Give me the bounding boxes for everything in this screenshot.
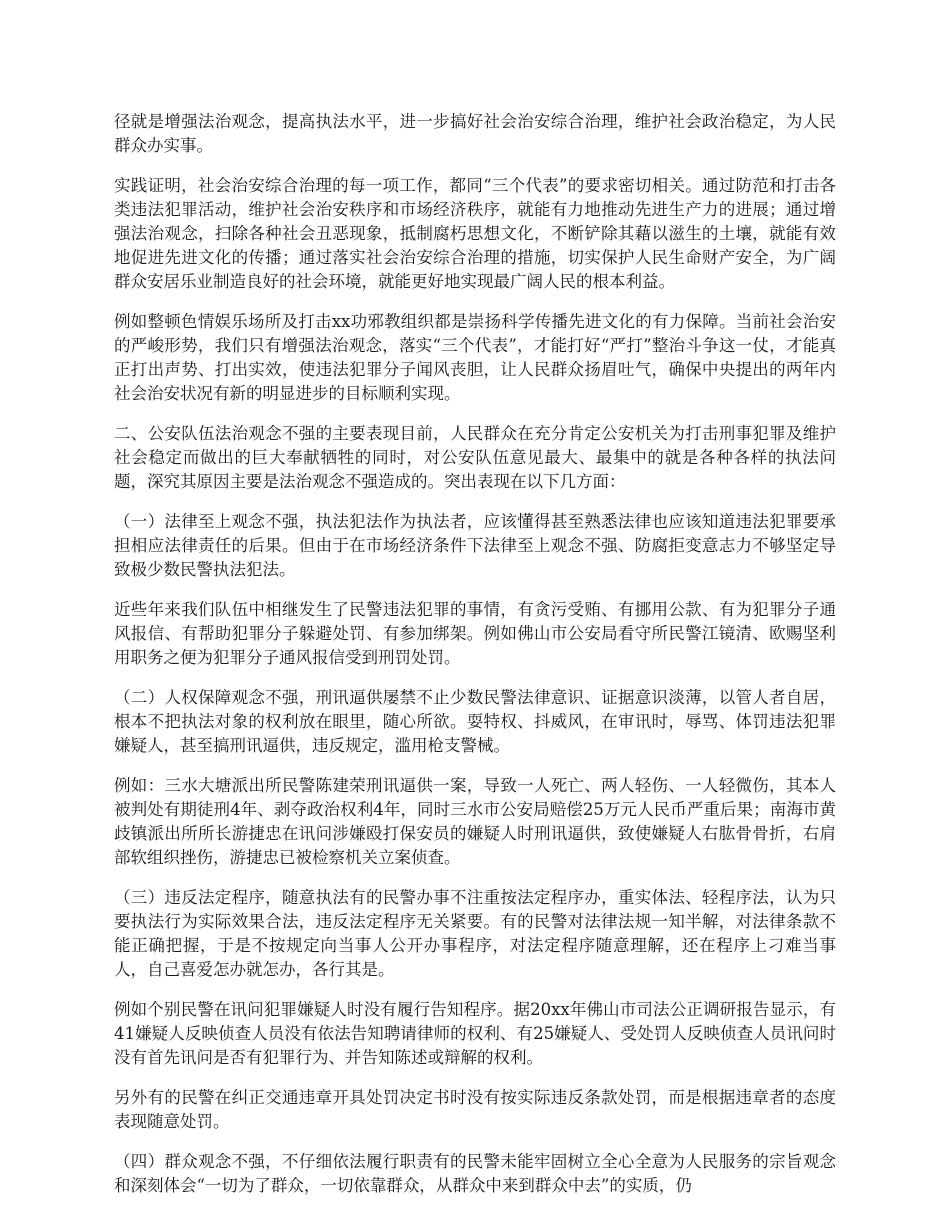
paragraph: 例如个别民警在讯问犯罪嫌疑人时没有履行告知程序。据20xx年佛山市司法公正调研报告显示，有41嫌疑人反映侦查人员没有依法告知聘请律师的权利、有25嫌疑人、受处罚人反映侦查人员讯问时没有首先讯问是否有犯罪行为、并告知陈述或辩解的权利。 xyxy=(114,1000,836,1067)
paragraph: （四）群众观念不强，不仔细依法履行职责有的民警未能牢固树立全心全意为人民服务的宗旨观念和深刻体会“一切为了群众，一切依靠群众，从群众中来到群众中去”的实质，仍 xyxy=(114,1152,836,1195)
paragraph: 二、公安队伍法治观念不强的主要表现目前，人民群众在充分肯定公安机关为打击刑事犯罪及维护社会稳定而做出的巨大奉献牺牲的同时，对公安队伍意见最大、最集中的就是各种各样的执法问题，深究其原因主要是法治观念不强造成的。突出表现在以下几方面： xyxy=(114,424,836,491)
paragraph: （三）违反法定程序，随意执法有的民警办事不注重按法定程序办，重实体法、轻程序法，认为只要执法行为实际效果合法，违反法定程序无关紧要。有的民警对法律法规一知半解，对法律条款不能正确把握，于是不按规定向当事人公开办事程序，对法定程序随意理解，还在程序上刁难当事人，自己喜爱怎办就怎办，各行其是。 xyxy=(114,888,836,979)
paragraph: 例如整顿色情娱乐场所及打击xx功邪教组织都是崇扬科学传播先进文化的有力保障。当前社会治安的严峻形势，我们只有增强法治观念，落实“三个代表”，才能打好“严打”整治斗争这一仗，才能真正打出声势、打出实效，使违法犯罪分子闻风丧胆，让人民群众扬眉吐气，确保中央提出的两年内社会治安状况有新的明显进步的目标顺利实现。 xyxy=(114,312,836,403)
paragraph: （一）法律至上观念不强，执法犯法作为执法者，应该懂得甚至熟悉法律也应该知道违法犯罪要承担相应法律责任的后果。但由于在市场经济条件下法律至上观念不强、防腐拒变意志力不够坚定导致极少数民警执法犯法。 xyxy=(114,512,836,579)
paragraph: 实践证明，社会治安综合治理的每一项工作，都同“三个代表”的要求密切相关。通过防范和打击各类违法犯罪活动，维护社会治安秩序和市场经济秩序，就能有力地推动先进生产力的进展；通过增强法治观念，扫除各种社会丑恶现象，抵制腐朽思想文化，不断铲除其藉以滋生的土壤，就能有效地促进先进文化的传播；通过落实社会治安综合治理的措施，切实保护人民生命财产安全，为广阔群众安居乐业制造良好的社会环境，就能更好地实现最广阔人民的根本利益。 xyxy=(114,176,836,291)
paragraph: 另外有的民警在纠正交通违章开具处罚决定书时没有按实际违反条款处罚，而是根据违章者的态度表现随意处罚。 xyxy=(114,1088,836,1131)
document-body xyxy=(114,110,836,1214)
paragraph: 径就是增强法治观念，提高执法水平，进一步搞好社会治安综合治理，维护社会政治稳定，为人民群众办实事。 xyxy=(114,112,836,155)
paragraph: 近些年来我们队伍中相继发生了民警违法犯罪的事情，有贪污受贿、有挪用公款、有为犯罪分子通风报信、有帮助犯罪分子躲避处罚、有参加绑架。例如佛山市公安局看守所民警江镜清、欧赐坚利用职务之便为犯罪分子通风报信受到刑罚处罚。 xyxy=(114,600,836,667)
paragraph: （二）人权保障观念不强，刑讯逼供屡禁不止少数民警法律意识、证据意识淡薄，以管人者自居，根本不把执法对象的权利放在眼里，随心所欲。耍特权、抖威风，在审讯时，辱骂、体罚违法犯罪嫌疑人，甚至搞刑讯逼供，违反规定，滥用枪支警械。 xyxy=(114,688,836,755)
paragraph: 例如：三水大塘派出所民警陈建荣刑讯逼供一案，导致一人死亡、两人轻伤、一人轻微伤，其本人被判处有期徒刑4年、剥夺政治权利4年，同时三水市公安局赔偿25万元人民币严重后果；南海市黄歧镇派出所所长游捷忠在讯问涉嫌殴打保安员的嫌疑人时刑讯逼供，致使嫌疑人右肱骨骨折，右肩部软组织挫伤，游捷忠已被检察机关立案侦查。 xyxy=(114,776,836,867)
